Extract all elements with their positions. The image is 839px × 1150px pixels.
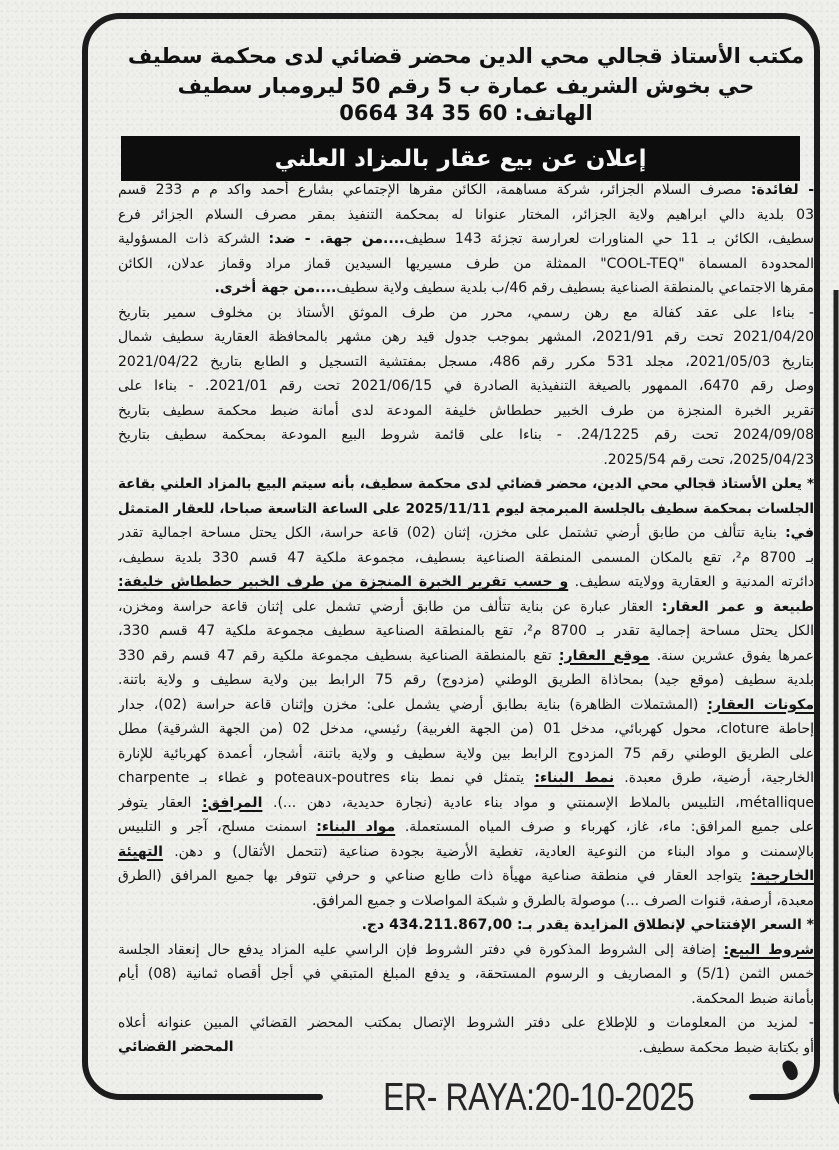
- body-line: [118, 938, 814, 963]
- body-line: [118, 693, 814, 718]
- line-text: - لمزيد من المعلومات و للإطلاع على دفتر الشروط الإتصال بمكتب المحضر القضائي المبين عنوانه أعلاه: [118, 1015, 814, 1031]
- line-text: إحاطة cloture، محول كهربائي، مدخل 01 (من الجهة الغربية) رئيسي، مدخل 02 (من الجهة الشرقية) مطل: [118, 721, 814, 737]
- line-text: تقرير الخبرة المنجزة من طرف الخبير حططاش خليفة المودعة لدى أمانة ضبط محكمة سطيف بتاريخ: [118, 402, 814, 419]
- auction-announcement: * يعلن الأستاذ قجالي محي الدين، محضر قضائي لدى محكمة سطيف، بأنه سيتم البيع بالمزاد العلني بقاعة: [118, 476, 814, 492]
- body-line: [118, 350, 814, 375]
- line-text: وصل رقم 6470، الممهور بالصيغة التنفيذية الصادرة في 2021/06/15 تحت رقم 2021/01. - بناءا على: [118, 378, 814, 394]
- body-line: [118, 521, 814, 546]
- external-development-label: التهيئة: [118, 843, 163, 860]
- body-line: [118, 203, 814, 228]
- body-line: [118, 178, 814, 203]
- other-party-label: ....من جهة أخرى.: [214, 280, 337, 296]
- body-line: [118, 987, 814, 1012]
- creditor-label: - لفائدة:: [750, 182, 814, 198]
- body-line: [118, 227, 814, 252]
- expert-report-label: و حسب تقرير الخبرة المنجزة من طرف الخبير حططاش خليفة:: [118, 574, 569, 590]
- body-line: [118, 717, 814, 742]
- body-line: [118, 619, 814, 644]
- phone-number: 0664 34 35 60: [339, 101, 508, 125]
- body-line: [118, 472, 814, 497]
- body-line: [118, 276, 814, 301]
- line-text: اسمنت مسلح، آجر و التلبيس: [118, 819, 317, 835]
- line-text: مقرها الاجتماعي بالمنطقة الصناعية بسطيف رقم 46/ب بلدية سطيف ولاية سطيف: [336, 280, 814, 296]
- line-text: يتواجد العقار في منطقة صناعية مهيأة ذات طابع صناعي و حرفي تتوفر بها جميع المرافق (الطرق: [118, 868, 751, 884]
- auction-date-text: الجلسات بمحكمة سطيف بالجلسة المبرمجة ليوم 2025/11/11 على الساعة التاسعة صباحا، للعقار المتمثل: [118, 500, 814, 517]
- line-text: بأمانة ضبط المحكمة.: [691, 990, 814, 1007]
- body-line: [118, 962, 814, 987]
- line-text: بتاريخ 2021/05/03، مجلد 531 مكرر رقم 486، مسجل بمفتشية التسجيل و الطابع بتاريخ 2021/04/22: [118, 353, 814, 370]
- line-text: إضافة إلى الشروط المذكورة في دفتر الشروط فإن الراسي عليه المزاد يدفع حال إنعقاد الجلسة: [118, 941, 724, 958]
- materials-label: مواد البناء:: [316, 819, 396, 835]
- line-text: على الطريق الوطني رقم 75 المزدوج الرابط بين ولاية سطيف و ولاية باتنة، أشجار، أعمدة كهربائية للإنارة: [118, 745, 814, 762]
- body-line: [118, 546, 814, 571]
- ink-smudge: [780, 1058, 801, 1082]
- body-line: [118, 301, 814, 326]
- line-text: 2024/09/08 تحت رقم 24/1225. - بناءا على قائمة شروط البيع المودعة بمحكمة سطيف بتاريخ: [118, 427, 814, 443]
- nature-age-label: طبيعة و عمر العقار:: [661, 598, 814, 615]
- publication-date: ER- RAYA:20-10-2025: [383, 1076, 695, 1119]
- opening-price: * السعر الإفتتاحي لإنطلاق المزايدة يقدر بـ: 434.211.867,00 دج.: [361, 917, 814, 933]
- location-label: موقع العقار:: [558, 647, 650, 664]
- line-text: الشركة ذات المسؤولية: [118, 231, 269, 247]
- office-heading: مكتب الأستاذ قجالي محي الدين محضر قضائي لدى محكمة سطيف: [127, 44, 805, 68]
- body-line: [118, 374, 814, 399]
- line-text: دائرته المدنية و العقارية وولايته سطيف.: [568, 574, 814, 590]
- line-text: (المشتملات الظاهرة) بناية بطابق أرضي يشمل على: مخزن وإثنان قاعة حراسة (02)، جدار: [118, 696, 708, 713]
- notice-body: [118, 178, 814, 1060]
- line-text: على جميع المرافق: ماء، غاز، كهرباء و صرف المياه المستعملة.: [395, 819, 814, 835]
- body-line: [118, 815, 814, 840]
- phone-label: الهاتف:: [514, 101, 593, 125]
- body-line: [118, 766, 814, 791]
- line-text: الكل يحتل مساحة إجمالية تقدر بـ 8700 م²، تقع بالمنطقة الصناعية سطيف مجموعة ملكية 47 قسم 330،: [118, 623, 814, 639]
- line-text: تقع بالمنطقة الصناعية بسطيف مجموعة ملكية رقم 47 قسم رقم 330: [118, 647, 559, 664]
- line-text: معبدة، أرصفة، قنوات الصرف ...) موصولة بالطرق و شبكة المواصلات و جميع المرافق.: [311, 892, 814, 909]
- body-line: [118, 448, 814, 473]
- body-line: [118, 497, 814, 522]
- office-phone: [118, 97, 814, 129]
- construction-type-label: نمط البناء:: [534, 770, 615, 786]
- body-line: [118, 644, 814, 669]
- line-text: العقار يتوفر: [118, 794, 203, 811]
- line-text: عمرها يفوق عشرين سنة.: [649, 647, 814, 664]
- bailiff-signature: المحضر القضائي: [118, 1039, 234, 1055]
- notice-title: إعلان عن بيع عقار بالمزاد العلني: [274, 145, 647, 172]
- body-line: [118, 791, 814, 816]
- line-text: المحدودة المسماة "COOL-TEQ" الممثلة من طرف مسيريها السيدين قماز مراد وقماز عدلان، الكائن: [118, 255, 814, 272]
- line-text: أو بكتابة ضبط محكمة سطيف.: [638, 1039, 814, 1056]
- line-text: بلدية سطيف (موقع جيد) بمحاذاة الطريق الوطني (مزدوج) رقم 75 الرابط بين ولاية سطيف و ولاية باتنة.: [118, 672, 814, 688]
- line-text: سطيف، الكائن بـ 11 حي المناورات لعرارسة تجزئة 143 سطيف: [404, 231, 814, 247]
- body-line: [118, 423, 814, 448]
- line-text: 03 بلدية دالي ابراهيم ولاية الجزائر، المختار عنوانا له بمحكمة التنفيذ بمقر مصرف السلام الجزائر فرع: [118, 206, 814, 223]
- line-text: 2025/04/23، تحت رقم 2025/54.: [603, 451, 814, 468]
- line-text: مصرف السلام الجزائر، شركة مساهمة، الكائن مقرها الإجتماعي بشارع أحمد واكد م م 233 قسم: [118, 182, 751, 198]
- body-line: [118, 864, 814, 889]
- body-line: [118, 668, 814, 693]
- body-line: [118, 325, 814, 350]
- line-text: 2021/04/20 تحت رقم 2021/91، المشهر بموجب جدول قيد رهن مشهر بالمحافظة العقارية سطيف شمال: [118, 329, 814, 345]
- body-line: [118, 913, 814, 938]
- external-development-label-cont: الخارجية:: [750, 868, 814, 884]
- line-text: الخارجية، أرضية، طرق معبدة.: [614, 770, 814, 786]
- office-address: حي بخوش الشريف عمارة ب 5 رقم 50 ليرومبار سطيف: [177, 74, 755, 98]
- body-line: [118, 252, 814, 277]
- property-label: في:: [785, 525, 814, 541]
- line-text: بـ 8700 م²، تقع بالمكان المسمى المنطقة الصناعية بسطيف، مجموعة ملكية 47 قسم 330 بلدية سطيف،: [118, 549, 814, 566]
- line-text: بالإسمنت و مواد البناء من النوعية العادية، تغطية الأرضية بجودة صناعية (تتحمل الأثقال) و دهن.: [162, 843, 814, 860]
- components-label: مكونات العقار:: [707, 696, 814, 713]
- line-text: العقار عبارة عن بناية تتألف من طابق أرضي تشمل على إثنان قاعة حراسة ومخزن،: [118, 598, 662, 615]
- body-line: [118, 840, 814, 865]
- body-line: [118, 595, 814, 620]
- utilities-label: المرافق:: [202, 794, 263, 811]
- body-line: [118, 1011, 814, 1036]
- body-line: [118, 889, 814, 914]
- line-text: - بناءا على عقد كفالة مع رهن رسمي، محرر من طرف الموثق الأستاذ بن مخلوف سمير بتاريخ: [118, 304, 814, 321]
- body-line: [118, 399, 814, 424]
- sale-conditions-label: شروط البيع:: [723, 941, 814, 958]
- line-text: يتمثل في نمط بناء poteaux-poutres و غطاء بـ charpente: [118, 770, 535, 786]
- line-text: بناية تتألف من طابق أرضي تشتمل على مخزن، إثنان (02) قاعة حراسة، الكل يحتل مساحة اجمالية تقدر: [118, 525, 786, 541]
- notice-title-banner: [121, 136, 800, 181]
- line-text: métallique، التلبيس بالملاط الإسمنتي و مواد بناء عادية (نجارة حديدية، دهن ...).: [262, 794, 814, 811]
- body-line: [118, 570, 814, 595]
- line-text: خمس الثمن (5/1) و المصاريف و الرسوم المستحقة، و يدفع المبلغ المتبقي في أجل أقصاه ثمانية (08) أيام: [118, 966, 814, 982]
- publication-stamp: [378, 1076, 700, 1120]
- against-label: ....من جهة. - ضد:: [268, 231, 405, 247]
- body-line: [118, 742, 814, 767]
